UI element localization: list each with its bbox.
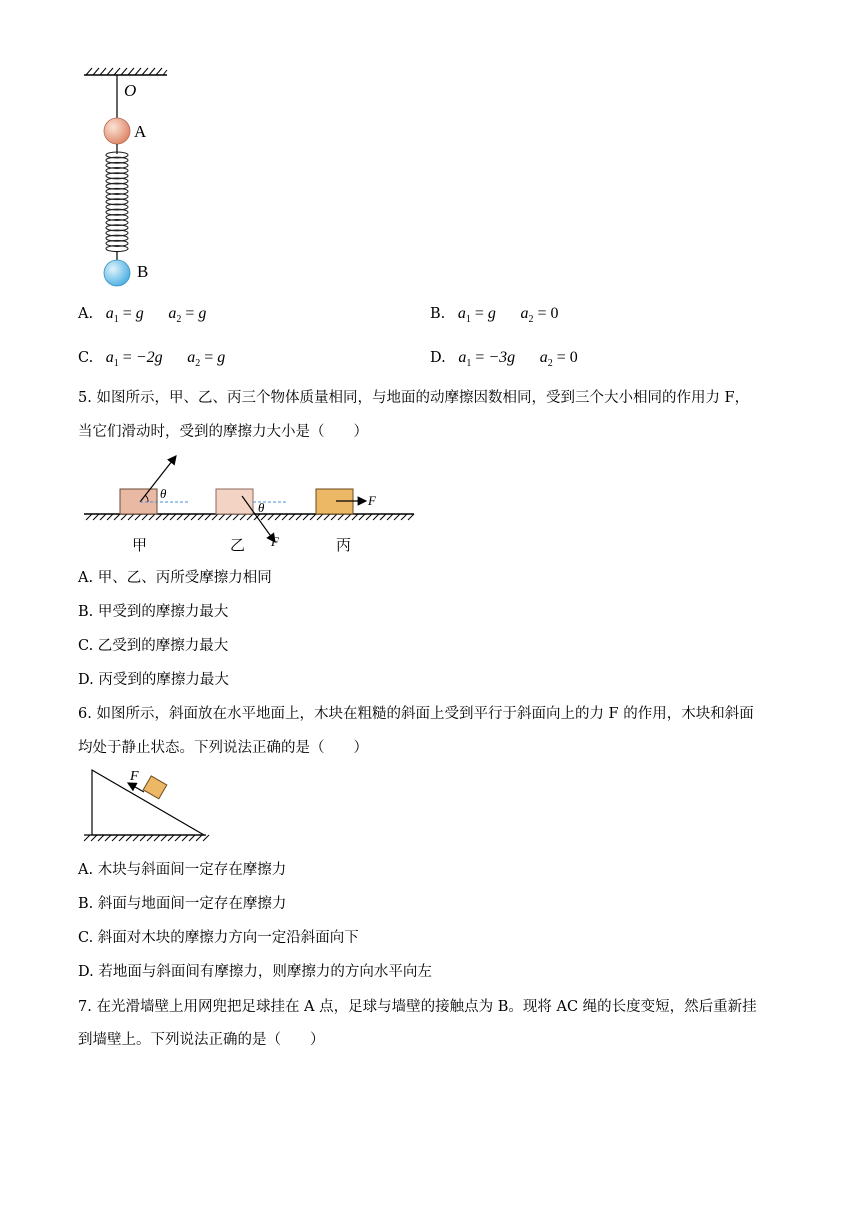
incline (92, 770, 204, 835)
option-letter: D. (430, 350, 446, 366)
option-letter: A. (78, 306, 94, 322)
q5-option-b: B. 甲受到的摩擦力最大 (78, 604, 229, 620)
q6-option-c: C. 斜面对木块的摩擦力方向一定沿斜面向下 (78, 930, 359, 946)
q7-stem-line1: 7. 在光滑墙壁上用网兜把足球挂在 A 点，足球与墙壁的接触点为 B。现将 AC 绳的长度变短，然后重新挂 (78, 999, 757, 1015)
q6-stem-line1: 6. 如图所示，斜面放在水平地面上，木块在粗糙的斜面上受到平行于斜面向上的力 F 的作用，木块和斜面 (78, 706, 754, 722)
ball-B (104, 260, 130, 286)
q5-option-c: C. 乙受到的摩擦力最大 (78, 638, 229, 654)
q5-stem-line2: 当它们滑动时，受到的摩擦力大小是（ ） (78, 424, 368, 440)
q5-option-d: D. 丙受到的摩擦力最大 (78, 672, 229, 688)
q6-option-b: B. 斜面与地面间一定存在摩擦力 (78, 896, 287, 912)
q6-option-a: A. 木块与斜面间一定存在摩擦力 (78, 862, 287, 878)
q4-option-b: B. $a_1 = g$ $a_2 = 0$ (430, 305, 559, 325)
q5-option-a: A. 甲、乙、丙所受摩擦力相同 (78, 570, 272, 586)
force-yi: F (271, 534, 279, 549)
label-jia: 甲 (132, 538, 148, 554)
q6-figure (0, 765, 860, 865)
q5-stem-line1: 5. 如图所示，甲、乙、丙三个物体质量相同，与地面的动摩擦因数相同，受到三个大小相同的作用力 F， (78, 390, 750, 406)
option-letter: B. (430, 306, 446, 322)
option-letter: C. (78, 350, 94, 366)
spring-coil (106, 152, 128, 252)
label-B: B (137, 262, 149, 281)
label-yi: 乙 (230, 538, 246, 554)
q4-option-a: A. $a_1 = g$ $a_2 = g$ (78, 305, 207, 325)
theta-yi: θ (258, 500, 265, 515)
label-O: O (124, 81, 137, 100)
wooden-block (143, 776, 167, 799)
ceiling-hatch (86, 68, 167, 75)
label-bing: 丙 (336, 538, 352, 554)
q4-option-d: D. $a_1 = -3g$ $a_2 = 0$ (430, 349, 578, 369)
label-A: A (134, 122, 147, 141)
q6-stem-line2: 均处于静止状态。下列说法正确的是（ ） (78, 740, 368, 756)
force-F: F (130, 769, 139, 784)
block-yi (216, 489, 253, 514)
theta-jia: θ (160, 486, 167, 501)
ball-A (104, 118, 130, 144)
force-bing: F (368, 493, 376, 508)
q4-option-c: C. $a_1 = -2g$ $a_2 = g$ (78, 349, 226, 369)
q5-figure (0, 450, 860, 570)
q6-option-d: D. 若地面与斜面间有摩擦力，则摩擦力的方向水平向左 (78, 964, 432, 980)
q7-stem-line2: 到墙壁上。下列说法正确的是（ ） (78, 1032, 325, 1048)
spring-figure (0, 0, 860, 300)
